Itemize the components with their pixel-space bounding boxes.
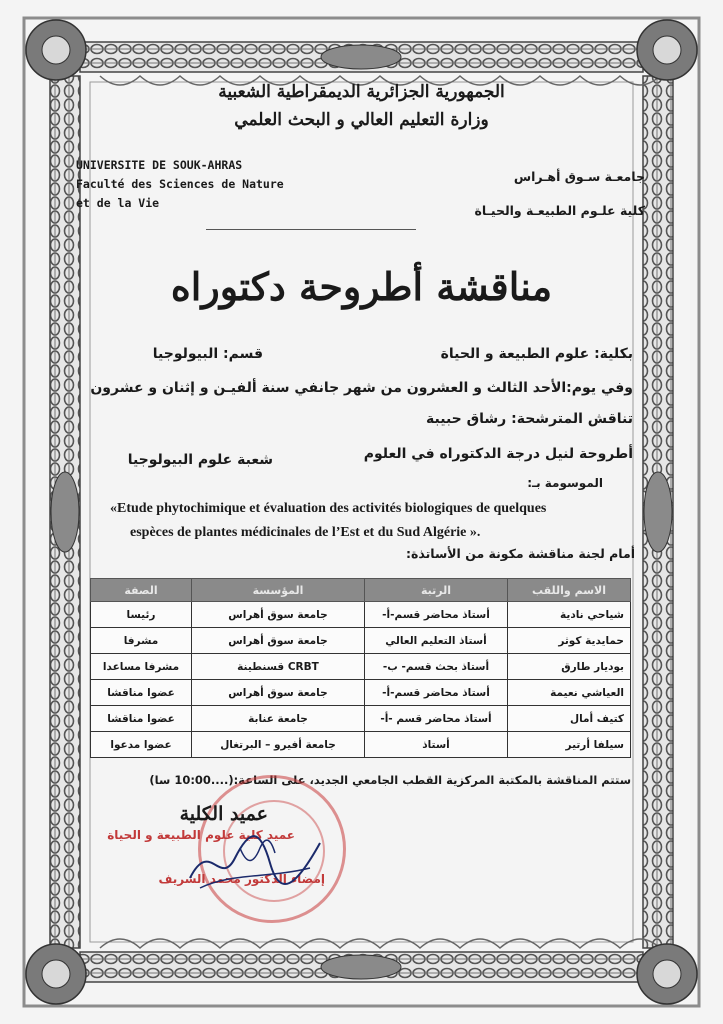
- cell-role: مشرفا: [91, 628, 192, 654]
- ministry-heading: وزارة التعليم العالي و البحث العلمي: [234, 110, 489, 130]
- cell-rank: أستاذ محاضر قسم-أ-: [365, 602, 508, 628]
- cell-institution: جامعة أفيرو – البرتغال: [192, 732, 365, 758]
- cell-role: عضوا مناقشا: [91, 706, 192, 732]
- cell-name: كتيف أمال: [508, 706, 631, 732]
- faculty-fr-line1: Faculté des Sciences de Nature: [76, 177, 284, 191]
- university-ar: [475, 160, 646, 228]
- cell-rank: أستاذ: [365, 732, 508, 758]
- date-line: وفي يوم:الأحد الثالث و العشرون من شهر جانفي سنة ألفيـن و إثنان و عشرون: [90, 380, 633, 396]
- candidate-line: تناقش المترشحة: رشاق حبيبة: [426, 411, 633, 427]
- cell-institution: جامعة سوق أهراس: [192, 602, 365, 628]
- cell-institution: جامعة عنابة: [192, 706, 365, 732]
- cell-rank: أستاذ التعليم العالي: [365, 628, 508, 654]
- table-row: [91, 732, 631, 758]
- faculty-ar-name: كلية علـوم الطبيعـة والحيـاة: [474, 203, 645, 218]
- cell-institution: جامعة سوق أهراس: [192, 680, 365, 706]
- faculty-line: بكلية: علوم الطبيعة و الحياة: [440, 346, 633, 362]
- cell-name: حمايدية كوثر: [508, 628, 631, 654]
- university-fr: [76, 156, 284, 213]
- stamp-signature-text: إمضاء الدكتور محمد الشريف: [158, 872, 325, 886]
- cell-institution: جامعة سوق أهراس: [192, 628, 365, 654]
- cell-name: شياحي نادية: [508, 602, 631, 628]
- stamp-dean-text: عميد كلية علوم الطبيعة و الحياة: [107, 828, 295, 842]
- republic-heading: الجمهورية الجزائرية الديمقراطية الشعبية: [218, 82, 505, 102]
- page-title: مناقشة أطروحة دكتوراه: [170, 264, 553, 309]
- divider: [206, 229, 416, 230]
- cell-role: مشرفا مساعدا: [91, 654, 192, 680]
- cell-rank: أستاذ بحث قسم- ب-: [365, 654, 508, 680]
- cell-role: عضوا مناقشا: [91, 680, 192, 706]
- cell-rank: أستاذ محاضر قسم-أ-: [365, 680, 508, 706]
- table-row: [91, 602, 631, 628]
- col-header-rank: الرتبة: [365, 579, 508, 602]
- thesis-title-line2: espèces de plantes médicinales de l’Est et du Sud Algérie ».: [130, 525, 481, 540]
- thesis-line: أطروحة لنيل درجة الدكتوراه في العلوم: [363, 446, 633, 462]
- cell-role: عضوا مدعوا: [91, 732, 192, 758]
- jury-table: [90, 578, 631, 758]
- col-header-role: الصفة: [91, 579, 192, 602]
- university-fr-line: UNIVERSITE DE SOUK-AHRAS: [76, 158, 243, 172]
- cell-institution: CRBT قسنطينة: [192, 654, 365, 680]
- col-header-name: الاسم واللقب: [508, 579, 631, 602]
- department-line: قسم: البيولوجيا: [152, 346, 263, 362]
- table-row: [91, 706, 631, 732]
- table-header-row: [91, 579, 631, 602]
- table-row: [91, 680, 631, 706]
- cell-name: سيلفا أرتير: [508, 732, 631, 758]
- committee-intro: أمام لجنة مناقشة مكونة من الأساتذة:: [405, 546, 635, 561]
- faculty-fr-line2: et de la Vie: [76, 196, 160, 210]
- cell-role: رئيسا: [91, 602, 192, 628]
- thesis-title-line1: «Etude phytochimique et évaluation des activités biologiques de quelques: [110, 501, 547, 516]
- thesis-title: [110, 497, 630, 545]
- dean-title: عميد الكلية: [179, 803, 268, 825]
- cell-rank: أستاذ محاضر قسم -أ-: [365, 706, 508, 732]
- table-row: [91, 654, 631, 680]
- handwritten-signature: [180, 818, 330, 898]
- university-ar-name: جامعـة سـوق أهـراس: [513, 169, 645, 184]
- entitled-label: الموسومة بـ:: [527, 476, 603, 490]
- cell-name: بوديار طارق: [508, 654, 631, 680]
- location-line: ستتم المناقشة بالمكتبة المركزية القطب الجامعي الجديد، على الساعة:(....10:00 سا): [149, 773, 631, 787]
- table-row: [91, 628, 631, 654]
- col-header-institution: المؤسسة: [192, 579, 365, 602]
- branch-line: شعبة علوم البيولوجيا: [127, 452, 273, 468]
- cell-name: العياشي نعيمة: [508, 680, 631, 706]
